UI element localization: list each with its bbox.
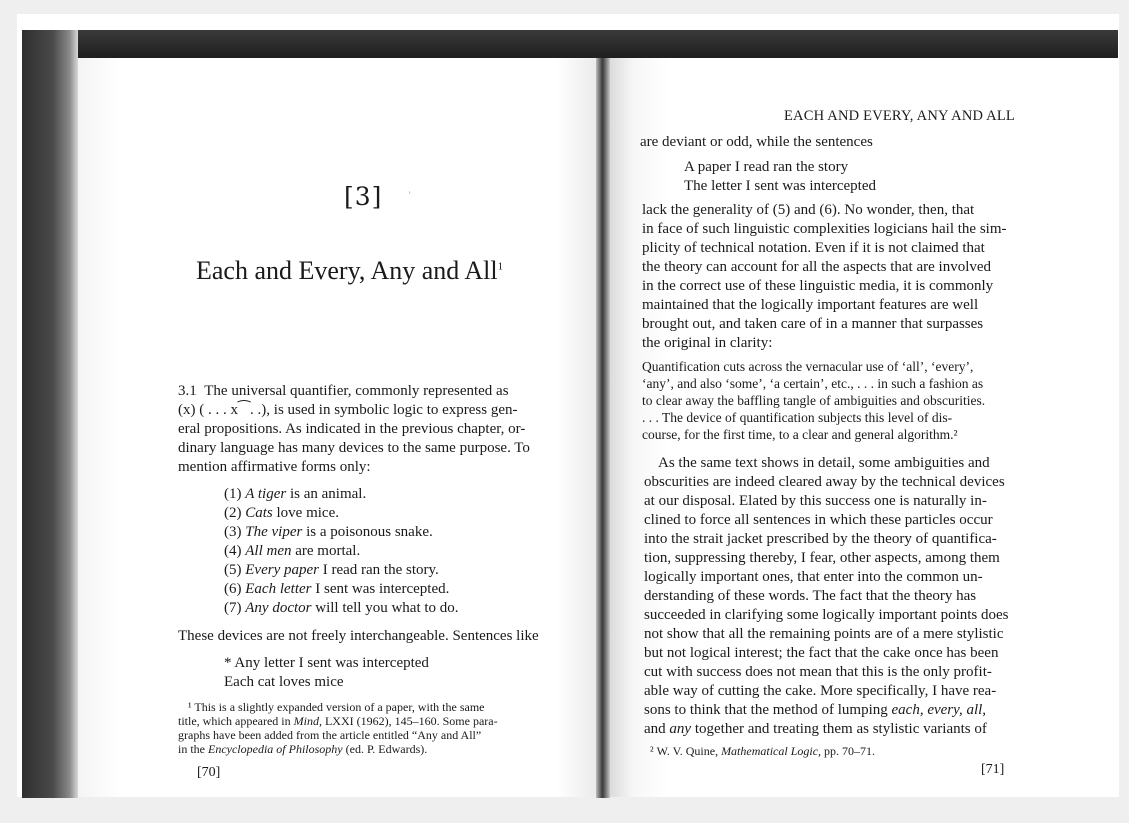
paragraph-line: and any together and treating them as stylistic variants of (644, 721, 987, 737)
quoted-sentence: A paper I read ran the story (684, 159, 849, 175)
example-item: (4) All men are mortal. (224, 543, 361, 559)
chapter-number: [3] (344, 182, 383, 211)
section-number: 3.1 (178, 383, 197, 399)
example-item: (7) Any doctor will tell you what to do. (224, 600, 459, 616)
paragraph-line: sons to think that the method of lumping each, every, all, (644, 702, 987, 718)
footnote-line: ¹ This is a slightly expanded version of a paper, with the same (188, 700, 485, 714)
paragraph-line: not show that all the remaining points are of a mere stylistic (644, 626, 1004, 642)
book-top-edge (22, 30, 1118, 60)
paragraph-line: maintained that the logically important features are well (642, 297, 979, 313)
paragraph-line: into the strait jacket prescribed by the theory of quantifica- (644, 531, 997, 547)
example-item: (2) Cats love mice. (224, 505, 339, 521)
book-gutter (596, 58, 610, 798)
chapter-title: Each and Every, Any and All$^1$ (196, 256, 504, 285)
footnote-line: ² W. V. Quine, Mathematical Logic, pp. 70–71. (650, 744, 876, 758)
paragraph-line: obscurities are indeed cleared away by the technical devices (644, 474, 1005, 490)
running-head: EACH AND EVERY, ANY AND ALL (784, 108, 1015, 124)
footnote-line: in the Encyclopedia of Philosophy (ed. P. Edwards). (178, 742, 428, 756)
paragraph-line: succeeded in clarifying some logically important points does (644, 607, 1009, 623)
odd-sentence: Each cat loves mice (224, 674, 344, 690)
example-item: (1) A tiger is an animal. (224, 486, 367, 502)
paragraph-line: plicity of technical notation. Even if it is not claimed that (642, 240, 985, 256)
block-quote-line: Quantification cuts across the vernacular use of ‘all’, ‘every’, (642, 359, 974, 374)
paragraph-line: the original in clarity: (642, 335, 773, 351)
paragraph-line: brought out, and taken care of in a manner that surpasses (642, 316, 984, 332)
paragraph-line: These devices are not freely interchangeable. Sentences like (178, 628, 539, 644)
page-number: [70] (197, 765, 221, 780)
paragraph-line: able way of cutting the cake. More specifically, I have rea- (644, 683, 997, 699)
paragraph-line: lack the generality of (5) and (6). No wonder, then, that (642, 202, 975, 218)
paragraph-line: dinary language has many devices to the same purpose. To (178, 440, 530, 456)
example-item: (6) Each letter I sent was intercepted. (224, 581, 450, 597)
paragraph-line: clined to force all sentences in which these particles occur (644, 512, 993, 528)
block-quote-line: to clear away the baffling tangle of ambiguities and obscurities. (642, 393, 986, 408)
paragraph-line: derstanding of these words. The fact that the theory has (644, 588, 977, 604)
page-number: [71] (981, 762, 1005, 777)
paragraph-line: are deviant or odd, while the sentences (640, 134, 873, 150)
book-left-edge (22, 30, 78, 798)
block-quote-line: course, for the first time, to a clear and general algorithm.² (642, 427, 958, 442)
quoted-sentence: The letter I sent was intercepted (684, 178, 876, 194)
paragraph-line: 3.1 The universal quantifier, commonly represented as (178, 383, 509, 399)
paragraph-line: tion, suppressing thereby, I fear, other aspects, among them (644, 550, 1000, 566)
paragraph-line: but not logical interest; the fact that the cake once has been (644, 645, 999, 661)
footnote-line: title, which appeared in Mind, LXXI (1962), 145–160. Some para- (178, 714, 498, 728)
paragraph-line: the theory can account for all the aspects that are involved (642, 259, 992, 275)
paragraph-line: in the correct use of these linguistic media, it is commonly (642, 278, 994, 294)
paragraph-line: in face of such linguistic complexities logicians hail the sim- (642, 221, 1007, 237)
paragraph-line: As the same text shows in detail, some ambiguities and (658, 455, 990, 471)
paragraph-line: cut with success does not mean that this is the only profit- (644, 664, 992, 680)
paragraph-line: logically important ones, that enter into the common un- (644, 569, 983, 585)
example-item: (3) The viper is a poisonous snake. (224, 524, 433, 540)
paragraph-line: at our disposal. Elated by this success one is naturally in- (644, 493, 987, 509)
example-item: (5) Every paper I read ran the story. (224, 562, 439, 578)
block-quote-line: ‘any’, and also ‘some’, ‘a certain’, etc., . . . in such a fashion as (642, 376, 984, 391)
paragraph-line: eral propositions. As indicated in the previous chapter, or- (178, 421, 526, 437)
odd-sentence: * Any letter I sent was intercepted (224, 655, 429, 671)
paragraph-line: (x) ( . . . x⁀. .), is used in symbolic logic to express gen- (178, 402, 518, 418)
scan-speck: ˒ (408, 186, 412, 197)
paragraph-line: mention affirmative forms only: (178, 459, 371, 475)
block-quote-line: . . . The device of quantification subjects this level of dis- (642, 410, 953, 425)
footnote-line: graphs have been added from the article entitled “Any and All” (178, 728, 482, 742)
